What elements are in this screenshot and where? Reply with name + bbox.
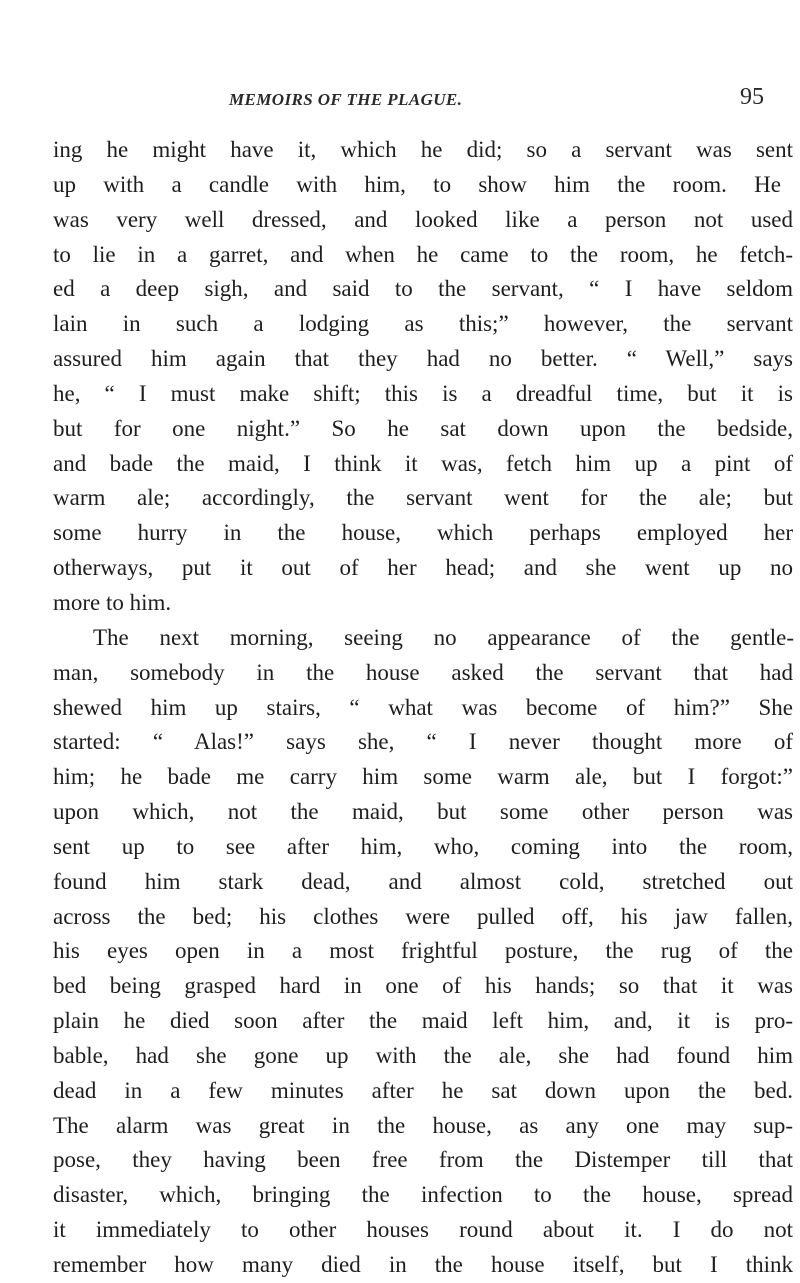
running-head (0, 84, 800, 114)
text-line: man, somebody in the house asked the servant that had (53, 659, 793, 685)
text-line: lain in such a lodging as this;” however, the servant (53, 311, 793, 337)
text-line: he, “ I must make shift; this is a dreadful time, but it is (53, 380, 793, 406)
text-line: was very well dressed, and looked like a person not used (53, 206, 793, 232)
text-line: some hurry in the house, which perhaps employed her (53, 520, 793, 546)
text-line: assured him again that they had no better. “ Well,” says (53, 346, 793, 372)
text-line: more to him. (53, 589, 172, 615)
text-line: warm ale; accordingly, the servant went for the ale; but (53, 485, 793, 511)
page-number: 95 (740, 84, 764, 110)
running-title: MEMOIRS OF THE PLAGUE. (229, 90, 463, 109)
text-line: disaster, which, bringing the infection to the house, spread (53, 1182, 793, 1208)
text-line: and bade the maid, I think it was, fetch him up a pint of (53, 450, 793, 476)
text-line: ed a deep sigh, and said to the servant, “ I have seldom (53, 276, 793, 302)
text-line: ing he might have it, which he did; so a servant was sent (53, 137, 793, 162)
text-line: plain he died soon after the maid left him, and, it is pro- (53, 1008, 793, 1034)
text-line: to lie in a garret, and when he came to the room, he fetch- (53, 241, 793, 267)
text-line: bed being grasped hard in one of his hands; so that it was (53, 973, 793, 999)
text-line: shewed him up stairs, “ what was become of him?” She (53, 694, 793, 720)
text-line: him; he bade me carry him some warm ale, but I forgot:” (53, 764, 793, 790)
text-line: bable, had she gone up with the ale, she had found him (53, 1042, 793, 1068)
text-line: sent up to see after him, who, coming into the room, (53, 833, 793, 859)
text-line: it immediately to other houses round about it. I do not (53, 1217, 793, 1243)
text-line: but for one night.” So he sat down upon the bedside, (53, 415, 793, 441)
paragraph-start-line: The next morning, seeing no appearance of the gentle- (93, 624, 794, 650)
text-line: pose, they having been free from the Distemper till that (53, 1147, 793, 1173)
text-line: found him stark dead, and almost cold, stretched out (53, 868, 793, 894)
text-line: upon which, not the maid, but some other person was (53, 799, 793, 825)
text-line: started: “ Alas!” says she, “ I never thought more of (53, 729, 793, 755)
text-line: otherways, put it out of her head; and she went up no (53, 555, 793, 581)
body-text (53, 133, 795, 1283)
text-line: his eyes open in a most frightful posture, the rug of the (53, 938, 793, 964)
text-line: across the bed; his clothes were pulled off, his jaw fallen, (53, 903, 793, 929)
text-line: up with a candle with him, to show him the room. He (53, 171, 781, 197)
text-line: The alarm was great in the house, as any one may sup- (53, 1112, 793, 1138)
text-line: dead in a few minutes after he sat down upon the bed. (53, 1077, 793, 1103)
text-line: remember how many died in the house itself, but I think (53, 1252, 793, 1277)
